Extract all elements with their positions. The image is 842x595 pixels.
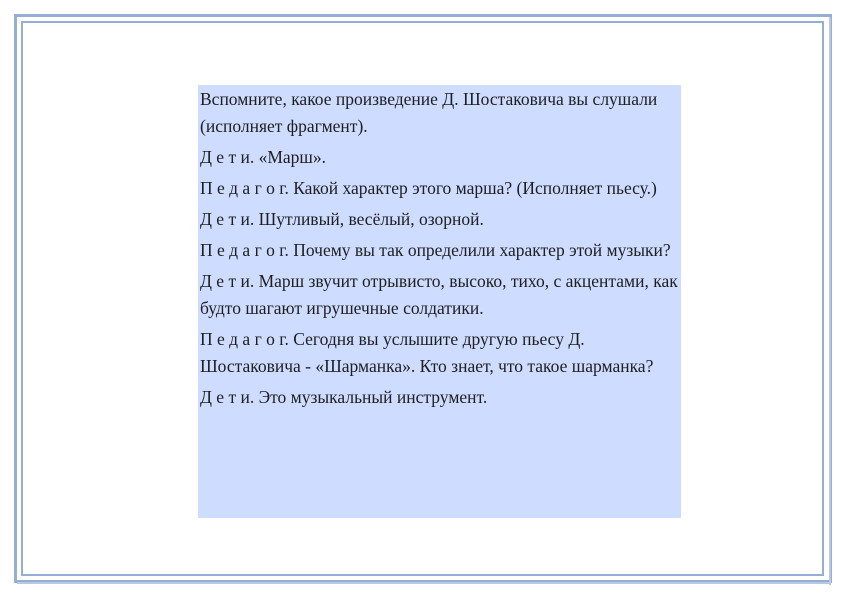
- paragraph-children-answer-why: Д е т и. Марш звучит отрывисто, высоко, тихо, с акцентами, как будто шагают игрушечные солдатики.: [200, 271, 678, 318]
- paragraph-children-answer-instrument: Д е т и. Это музыкальный инструмент.: [200, 387, 488, 407]
- paragraph-recall-question: Вспомните, какое произведение Д. Шостаковича вы слушали (исполняет фрагмент).: [200, 89, 658, 136]
- dialogue-text-box: [198, 85, 681, 518]
- paragraph-teacher-character-question: П е д а г о г. Какой характер этого марша? (Исполняет пьесу.): [200, 178, 657, 198]
- paragraph-children-answer-march: Д е т и. «Марш».: [200, 147, 327, 167]
- paragraph-teacher-why-question: П е д а г о г. Почему вы так определили характер этой музыки?: [200, 240, 671, 260]
- frame-shadow-right: [829, 17, 831, 585]
- paragraph-teacher-new-piece: П е д а г о г. Сегодня вы услышите другую пьесу Д. Шостаковича - «Шарманка». Кто знает, что такое шарманка?: [200, 329, 654, 376]
- paragraph-children-answer-character: Д е т и. Шутливый, весёлый, озорной.: [200, 209, 484, 229]
- frame-shadow-bottom: [17, 582, 831, 584]
